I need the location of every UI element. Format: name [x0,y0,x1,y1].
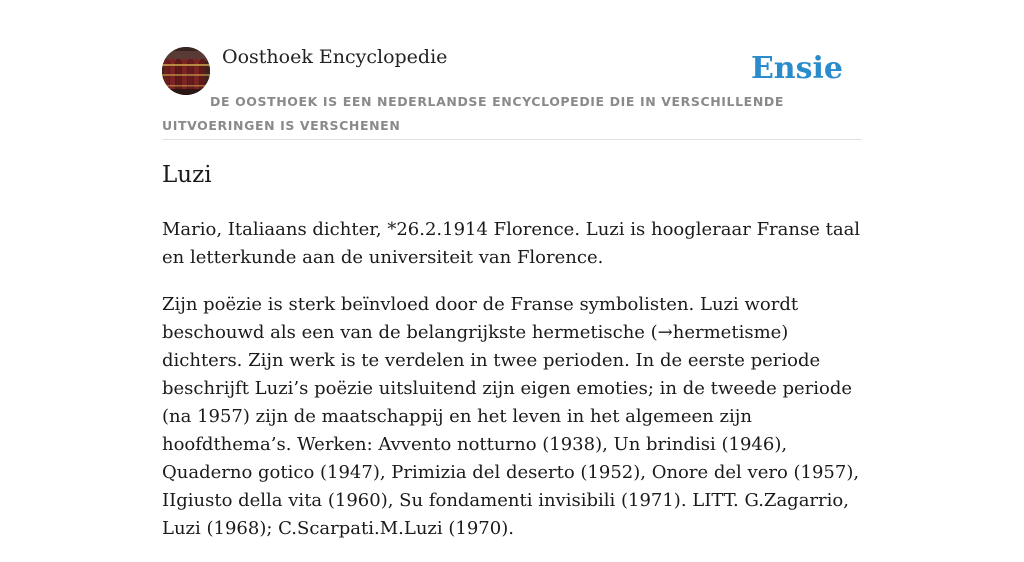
article-paragraph: Mario, Italiaans dichter, *26.2.1914 Florence. Luzi is hoogleraar Franse taal en letterkunde aan de universiteit van Florence. [162,219,861,268]
site-name[interactable]: Oosthoek Encyclopedie [222,46,448,68]
site-avatar[interactable] [162,47,210,95]
site-tagline: DE OOSTHOEK IS EEN NEDERLANDSE ENCYCLOPEDIE DIE IN VERSCHILLENDE UITVOERINGEN IS VERSCHENEN [162,94,784,133]
brand-logo[interactable]: Ensie [750,51,843,86]
header-divider [162,139,862,140]
article-paragraph: Zijn poëzie is sterk beïnvloed door de Franse symbolisten. Luzi wordt beschouwd als een van de belangrijkste hermetische (→hermetisme) dichters. Zijn werk is te verdelen in twee perioden. In de eerste periode beschrijft Luzi’s poëzie uitsluitend zijn eigen emoties; in de tweede periode (na 1957) zijn de maatschappij en het leven in het algemeen zijn hoofdthema’s. Werken: Avvento notturno (1938), Un brindisi (1946), Quaderno gotico (1947), Primizia del deserto (1952), Onore del vero (1957), IIgiusto della vita (1960), Su fondamenti invisibili (1971). LITT. G.Zagarrio, Luzi (1968); C.Scarpati.M.Luzi (1970). [162,294,860,539]
encyclopedia-books-icon [162,47,210,95]
article-title: Luzi [162,162,212,188]
article-body [162,216,862,562]
